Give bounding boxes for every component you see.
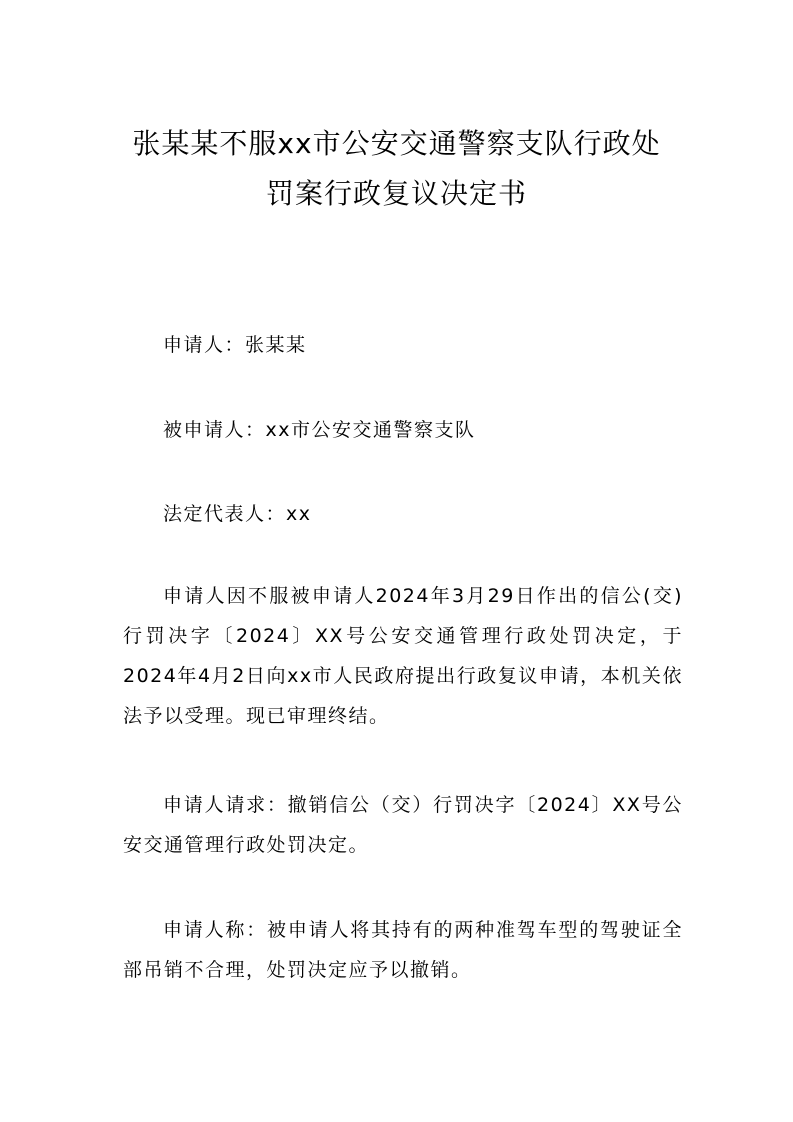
legal-representative-paragraph: 法定代表人：xx bbox=[163, 503, 312, 525]
applicant-claim-paragraph: 申请人称：被申请人将其持有的两种准驾车型的驾驶证全部吊销不合理，处罚决定应予以撤销。 bbox=[123, 919, 683, 981]
case-background-paragraph: 申请人因不服被申请人2024年3月29日作出的信公(交)行罚决字〔2024〕XX号公安交通管理行政处罚决定，于2024年4月2日向xx市人民政府提出行政复议申请，本机关依法予以受理。现已审理终结。 bbox=[123, 585, 683, 727]
applicant-request-paragraph: 申请人请求：撤销信公（交）行罚决字〔2024〕XX号公安交通管理行政处罚决定。 bbox=[123, 794, 683, 856]
applicant-paragraph: 申请人：张某某 bbox=[163, 334, 307, 356]
respondent-paragraph: 被申请人：xx市公安交通警察支队 bbox=[163, 419, 476, 441]
document-title-line-2: 罚案行政复议决定书 bbox=[265, 177, 527, 210]
document-title-line-1: 张某某不服xx市公安交通警察支队行政处 bbox=[132, 127, 661, 160]
